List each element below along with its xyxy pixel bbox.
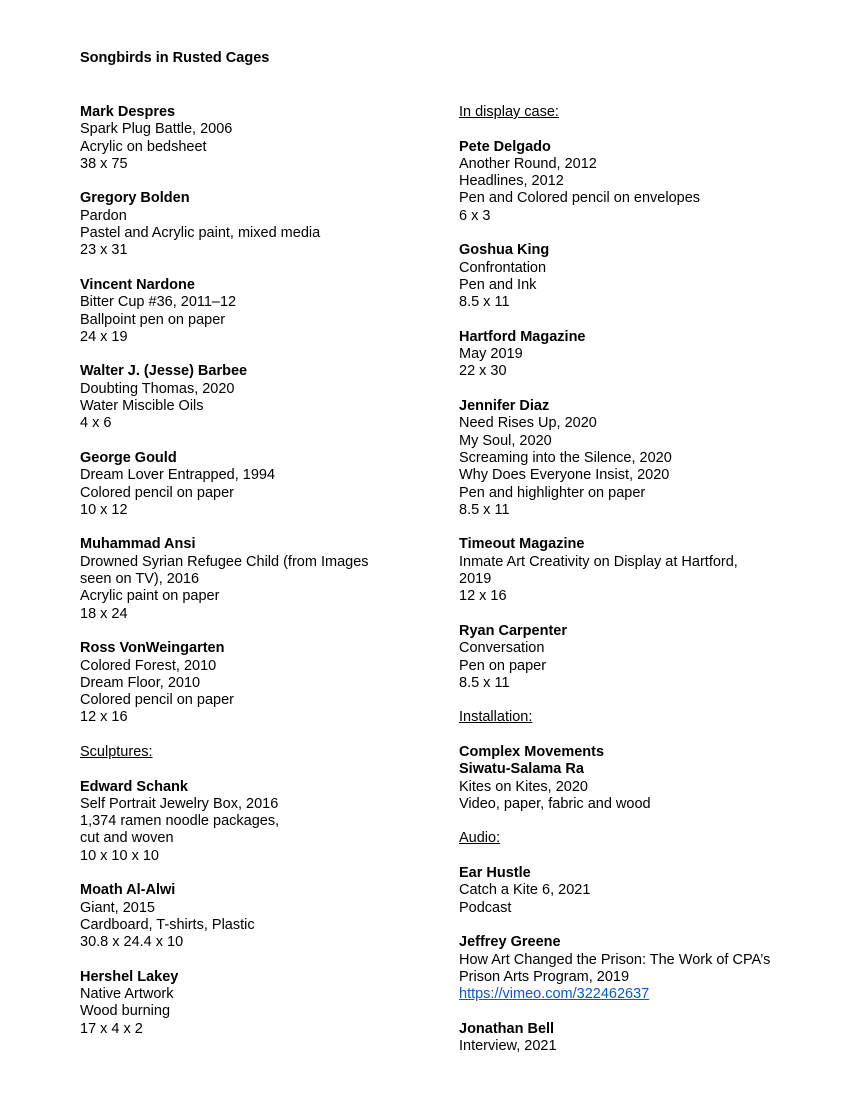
artist-name: Moath Al-Alwi [80, 882, 176, 899]
section-heading-installation: Installation: [459, 709, 533, 726]
entry-detail-line: Self Portrait Jewelry Box, 2016 [80, 795, 279, 812]
entry-detail-line: Colored pencil on paper [80, 692, 234, 709]
artist-name: Hartford Magazine [459, 328, 586, 345]
artwork-entry-jeffrey-greene [459, 934, 799, 1003]
artist-name: Complex Movements [459, 743, 605, 760]
entry-detail-line: Pastel and Acrylic paint, mixed media [80, 225, 321, 242]
entry-detail-line: 2019 [459, 571, 492, 588]
entry-detail-line: 30.8 x 24.4 x 10 [80, 934, 184, 951]
artwork-entry-gregory-bolden [80, 190, 420, 259]
entry-detail-line: How Art Changed the Prison: The Work of CPA’s [459, 951, 771, 968]
artist-name: Goshua King [459, 242, 550, 259]
entry-detail-line: Colored Forest, 2010 [80, 657, 217, 674]
entry-detail-line: Prison Arts Program, 2019 [459, 968, 630, 985]
artwork-entry-goshua-king [459, 242, 799, 311]
entry-detail-line: 24 x 19 [80, 328, 128, 345]
entry-detail-line: 23 x 31 [80, 242, 128, 259]
artist-name: Mark Despres [80, 104, 176, 120]
artist-name: Walter J. (Jesse) Barbee [80, 363, 248, 380]
artwork-entry-ryan-carpenter [459, 623, 799, 692]
entry-detail-line: 22 x 30 [459, 363, 507, 380]
artist-name: Edward Schank [80, 778, 188, 795]
entry-detail-line: 17 x 4 x 2 [80, 1020, 143, 1037]
artwork-entry-muhammad-ansi [80, 536, 420, 622]
entry-detail-line: Video, paper, fabric and wood [459, 795, 651, 812]
entry-detail-line: Colored pencil on paper [80, 484, 234, 501]
entry-detail-line: Confrontation [459, 259, 547, 276]
artwork-entry-jonathan-bell [459, 1021, 799, 1056]
entry-detail-line: seen on TV), 2016 [80, 571, 200, 588]
entry-detail-line: 18 x 24 [80, 605, 128, 622]
artist-name: Gregory Bolden [80, 190, 190, 207]
artwork-entry-mark-despres [80, 104, 420, 173]
entry-detail-line: Pen and Colored pencil on envelopes [459, 190, 701, 207]
document-title: Songbirds in Rusted Cages [80, 50, 270, 66]
artist-name: Muhammad Ansi [80, 536, 196, 553]
artwork-entry-vincent-nardone [80, 277, 420, 346]
artist-name: Pete Delgado [459, 138, 551, 155]
video-link[interactable]: https://vimeo.com/322462637 [459, 986, 650, 1003]
artist-name: George Gould [80, 449, 177, 466]
entry-detail-line: Native Artwork [80, 986, 174, 1003]
entry-detail-line: Screaming into the Silence, 2020 [459, 449, 672, 466]
entry-detail-line: 8.5 x 11 [459, 674, 510, 691]
artist-name: Ear Hustle [459, 865, 531, 882]
entry-detail-line: May 2019 [459, 346, 523, 363]
entry-detail-line: Pen on paper [459, 657, 547, 674]
entry-detail-line: Why Does Everyone Insist, 2020 [459, 467, 670, 484]
entry-detail-line: 12 x 16 [459, 588, 507, 605]
entry-detail-line: 4 x 6 [80, 415, 112, 432]
entry-detail-line: Pen and highlighter on paper [459, 484, 646, 501]
entry-detail-line: cut and woven [80, 830, 174, 847]
entry-detail-line: Acrylic paint on paper [80, 588, 220, 605]
entry-detail-line: Headlines, 2012 [459, 173, 564, 190]
entry-detail-line: Cardboard, T-shirts, Plastic [80, 916, 255, 933]
entry-detail-line: Conversation [459, 640, 545, 657]
artwork-entry-hershel-lakey [80, 969, 420, 1038]
entry-detail-line: My Soul, 2020 [459, 432, 552, 449]
artwork-entry-walter-j-jesse-barbee [80, 363, 420, 432]
entry-detail-line: Kites on Kites, 2020 [459, 778, 588, 795]
entry-detail-line: Giant, 2015 [80, 899, 155, 916]
entry-detail-line: 6 x 3 [459, 207, 491, 224]
entry-detail-line: Pen and Ink [459, 276, 537, 293]
artist-name: Siwatu-Salama Ra [459, 761, 584, 778]
artwork-entry-hartford-magazine [459, 329, 799, 381]
entry-detail-line: Dream Floor, 2010 [80, 674, 201, 691]
artist-name: Vincent Nardone [80, 276, 195, 293]
right-column [459, 104, 799, 1073]
artist-name: Ryan Carpenter [459, 622, 567, 639]
artwork-entry-timeout-magazine [459, 536, 799, 605]
entry-detail-line: 10 x 12 [80, 501, 128, 518]
artist-name: Jennifer Diaz [459, 398, 550, 415]
entry-detail-line: 8.5 x 11 [459, 294, 510, 311]
artwork-entry-george-gould [80, 450, 420, 519]
artwork-entry-pete-delgado [459, 139, 799, 225]
entry-detail-line: Catch a Kite 6, 2021 [459, 882, 591, 899]
artwork-entry-ross-vonweingarten [80, 640, 420, 726]
entry-detail-line: Acrylic on bedsheet [80, 138, 207, 155]
entry-detail-line: Doubting Thomas, 2020 [80, 380, 235, 397]
artwork-entry-moath-al-alwi [80, 882, 420, 951]
entry-detail-line: Another Round, 2012 [459, 155, 597, 172]
entry-detail-line: Dream Lover Entrapped, 1994 [80, 467, 276, 484]
entry-detail-line: 1,374 ramen noodle packages, [80, 813, 280, 830]
entry-detail-line: Ballpoint pen on paper [80, 311, 226, 328]
entry-detail-line: Interview, 2021 [459, 1038, 557, 1055]
entry-detail-line: Inmate Art Creativity on Display at Hartford, [459, 553, 738, 570]
left-column [80, 104, 420, 1055]
entry-detail-line: 10 x 10 x 10 [80, 847, 159, 864]
entry-detail-line: Drowned Syrian Refugee Child (from Images [80, 553, 369, 570]
artist-name: Ross VonWeingarten [80, 640, 225, 657]
artist-name: Jonathan Bell [459, 1020, 555, 1037]
entry-detail-line: Need Rises Up, 2020 [459, 415, 597, 432]
artwork-entry-complex-movements [459, 744, 799, 813]
entry-detail-line: Water Miscible Oils [80, 398, 204, 415]
entry-detail-line: Pardon [80, 207, 127, 224]
section-heading-audio: Audio: [459, 830, 501, 847]
artwork-entry-ear-hustle [459, 865, 799, 917]
entry-detail-line: 8.5 x 11 [459, 501, 510, 518]
artwork-entry-edward-schank [80, 779, 420, 865]
entry-detail-line: Podcast [459, 899, 512, 916]
entry-detail-line: 38 x 75 [80, 155, 128, 172]
artwork-entry-jennifer-diaz [459, 398, 799, 519]
section-heading-sculptures: Sculptures: [80, 743, 153, 760]
artist-name: Hershel Lakey [80, 968, 179, 985]
entry-detail-line: 12 x 16 [80, 709, 128, 726]
entry-detail-line: Wood burning [80, 1003, 171, 1020]
artist-name: Timeout Magazine [459, 536, 585, 553]
section-heading-in-display-case: In display case: [459, 104, 559, 120]
artist-name: Jeffrey Greene [459, 934, 561, 951]
entry-detail-line: Bitter Cup #36, 2011–12 [80, 294, 237, 311]
entry-detail-line: Spark Plug Battle, 2006 [80, 121, 233, 138]
